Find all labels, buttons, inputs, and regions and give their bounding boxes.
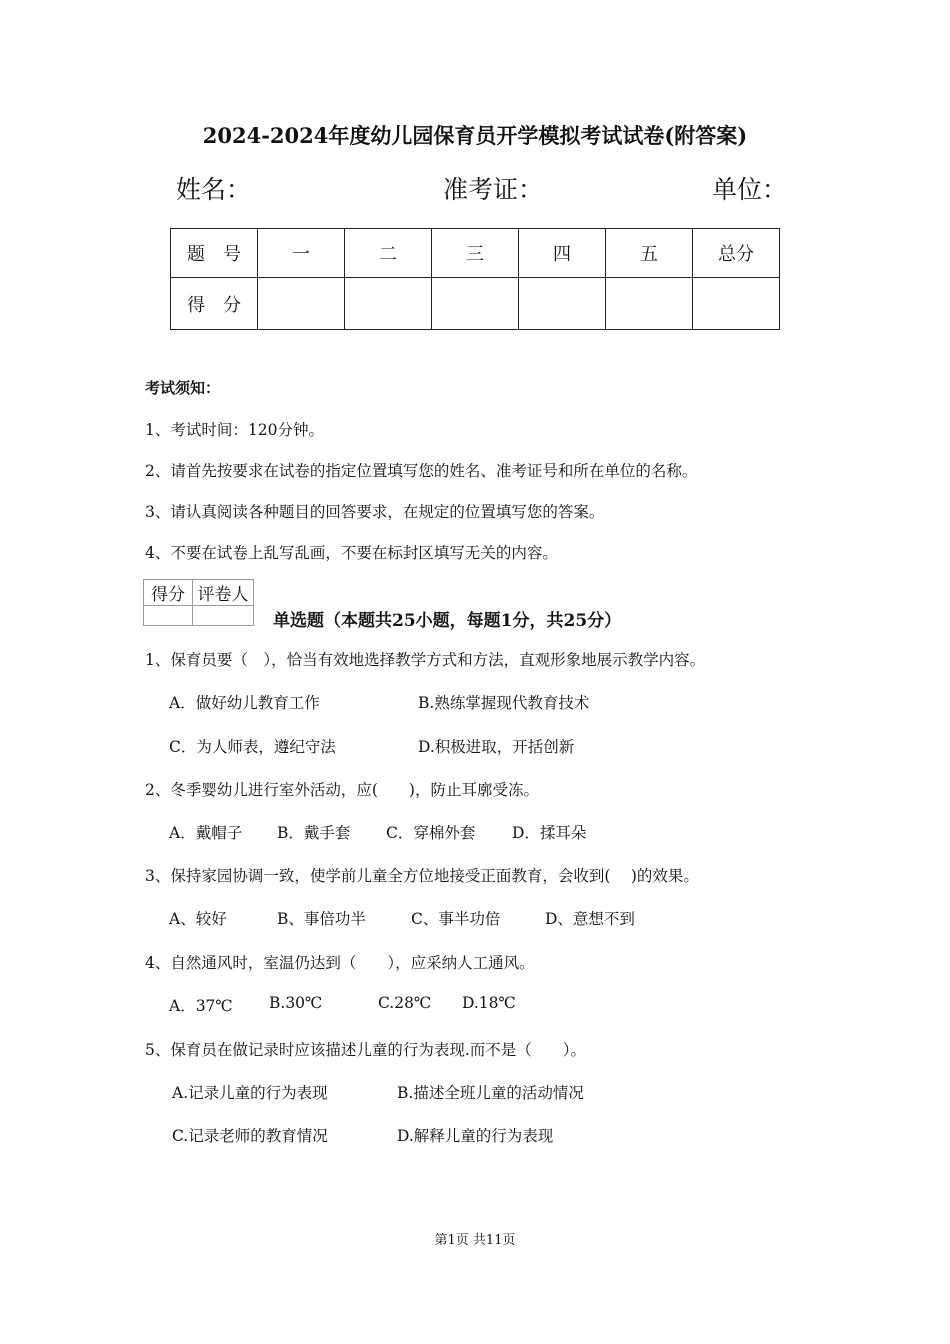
question-option: D.18℃ xyxy=(462,994,516,1012)
score-cell[interactable] xyxy=(258,278,345,330)
exam-number-field-label: 准考证： xyxy=(443,175,544,204)
question-option: C．穿棉外套 xyxy=(386,824,476,842)
grader-reviewer-label: 评卷人 xyxy=(193,580,254,606)
notice-item: 4、不要在试卷上乱写乱画，不要在标封区填写无关的内容。 xyxy=(145,544,558,562)
score-column-2: 二 xyxy=(345,229,432,278)
question-option: B.描述全班儿童的活动情况 xyxy=(397,1084,584,1102)
question-option: C.记录老师的教育情况 xyxy=(172,1127,328,1145)
question-stem: 5、保育员在做记录时应该描述儿童的行为表现.而不是（ ）。 xyxy=(145,1041,587,1059)
question-option: B．戴手套 xyxy=(277,824,351,842)
question-option: D.积极进取，开括创新 xyxy=(418,738,575,756)
unit-field-label: 单位： xyxy=(712,175,788,204)
question-option: D、意想不到 xyxy=(545,910,635,928)
score-label: 得 分 xyxy=(171,278,258,330)
question-option: D.解释儿童的行为表现 xyxy=(397,1127,554,1145)
score-column-5: 五 xyxy=(606,229,693,278)
score-cell[interactable] xyxy=(693,278,780,330)
question-option: D．揉耳朵 xyxy=(512,824,587,842)
grader-score-label: 得分 xyxy=(144,580,193,606)
question-option: A．做好幼儿教育工作 xyxy=(169,694,320,712)
score-cell[interactable] xyxy=(345,278,432,330)
exam-title: 2024-2024年度幼儿园保育员开学模拟考试试卷(附答案) xyxy=(202,123,748,148)
score-cell[interactable] xyxy=(432,278,519,330)
grader-box xyxy=(143,579,254,626)
question-stem: 4、自然通风时，室温仍达到（ ），应采纳人工通风。 xyxy=(145,954,535,972)
notice-item: 3、请认真阅读各种题目的回答要求，在规定的位置填写您的答案。 xyxy=(145,503,605,521)
score-table-score-row xyxy=(171,278,780,330)
notice-heading: 考试须知： xyxy=(145,379,221,397)
score-table xyxy=(170,228,780,330)
score-cell[interactable] xyxy=(519,278,606,330)
page-number-footer: 第1页 共11页 xyxy=(434,1233,516,1248)
score-column-1: 一 xyxy=(258,229,345,278)
score-column-3: 三 xyxy=(432,229,519,278)
question-number-label: 题 号 xyxy=(171,229,258,278)
question-option: B、事倍功半 xyxy=(277,910,366,928)
question-stem: 1、保育员要（ ），恰当有效地选择教学方式和方法，直观形象地展示教学内容。 xyxy=(145,651,706,669)
score-cell[interactable] xyxy=(606,278,693,330)
question-option: B.30℃ xyxy=(269,994,323,1012)
question-stem: 3、保持家园协调一致，使学前儿童全方位地接受正面教育，会收到( )的效果。 xyxy=(145,867,699,885)
grader-reviewer-cell[interactable] xyxy=(193,606,254,626)
notice-item: 1、考试时间：120分钟。 xyxy=(145,421,324,439)
name-field-label: 姓名： xyxy=(176,175,252,204)
question-option: A、较好 xyxy=(169,910,227,928)
score-table-header-row xyxy=(171,229,780,278)
section-title: 单选题（本题共25小题，每题1分，共25分） xyxy=(273,611,622,631)
question-option: C.28℃ xyxy=(378,994,432,1012)
question-option: A．戴帽子 xyxy=(169,824,243,842)
question-option: B.熟练掌握现代教育技术 xyxy=(418,694,590,712)
question-stem: 2、冬季婴幼儿进行室外活动，应( )，防止耳廓受冻。 xyxy=(145,781,539,799)
score-column-4: 四 xyxy=(519,229,606,278)
question-option: C．为人师表，遵纪守法 xyxy=(169,738,336,756)
score-column-total: 总分 xyxy=(693,229,780,278)
notice-item: 2、请首先按要求在试卷的指定位置填写您的姓名、准考证号和所在单位的名称。 xyxy=(145,462,698,480)
question-option: A．37℃ xyxy=(169,997,233,1015)
grader-score-cell[interactable] xyxy=(144,606,193,626)
question-option: A.记录儿童的行为表现 xyxy=(172,1084,328,1102)
question-option: C、事半功倍 xyxy=(411,910,501,928)
